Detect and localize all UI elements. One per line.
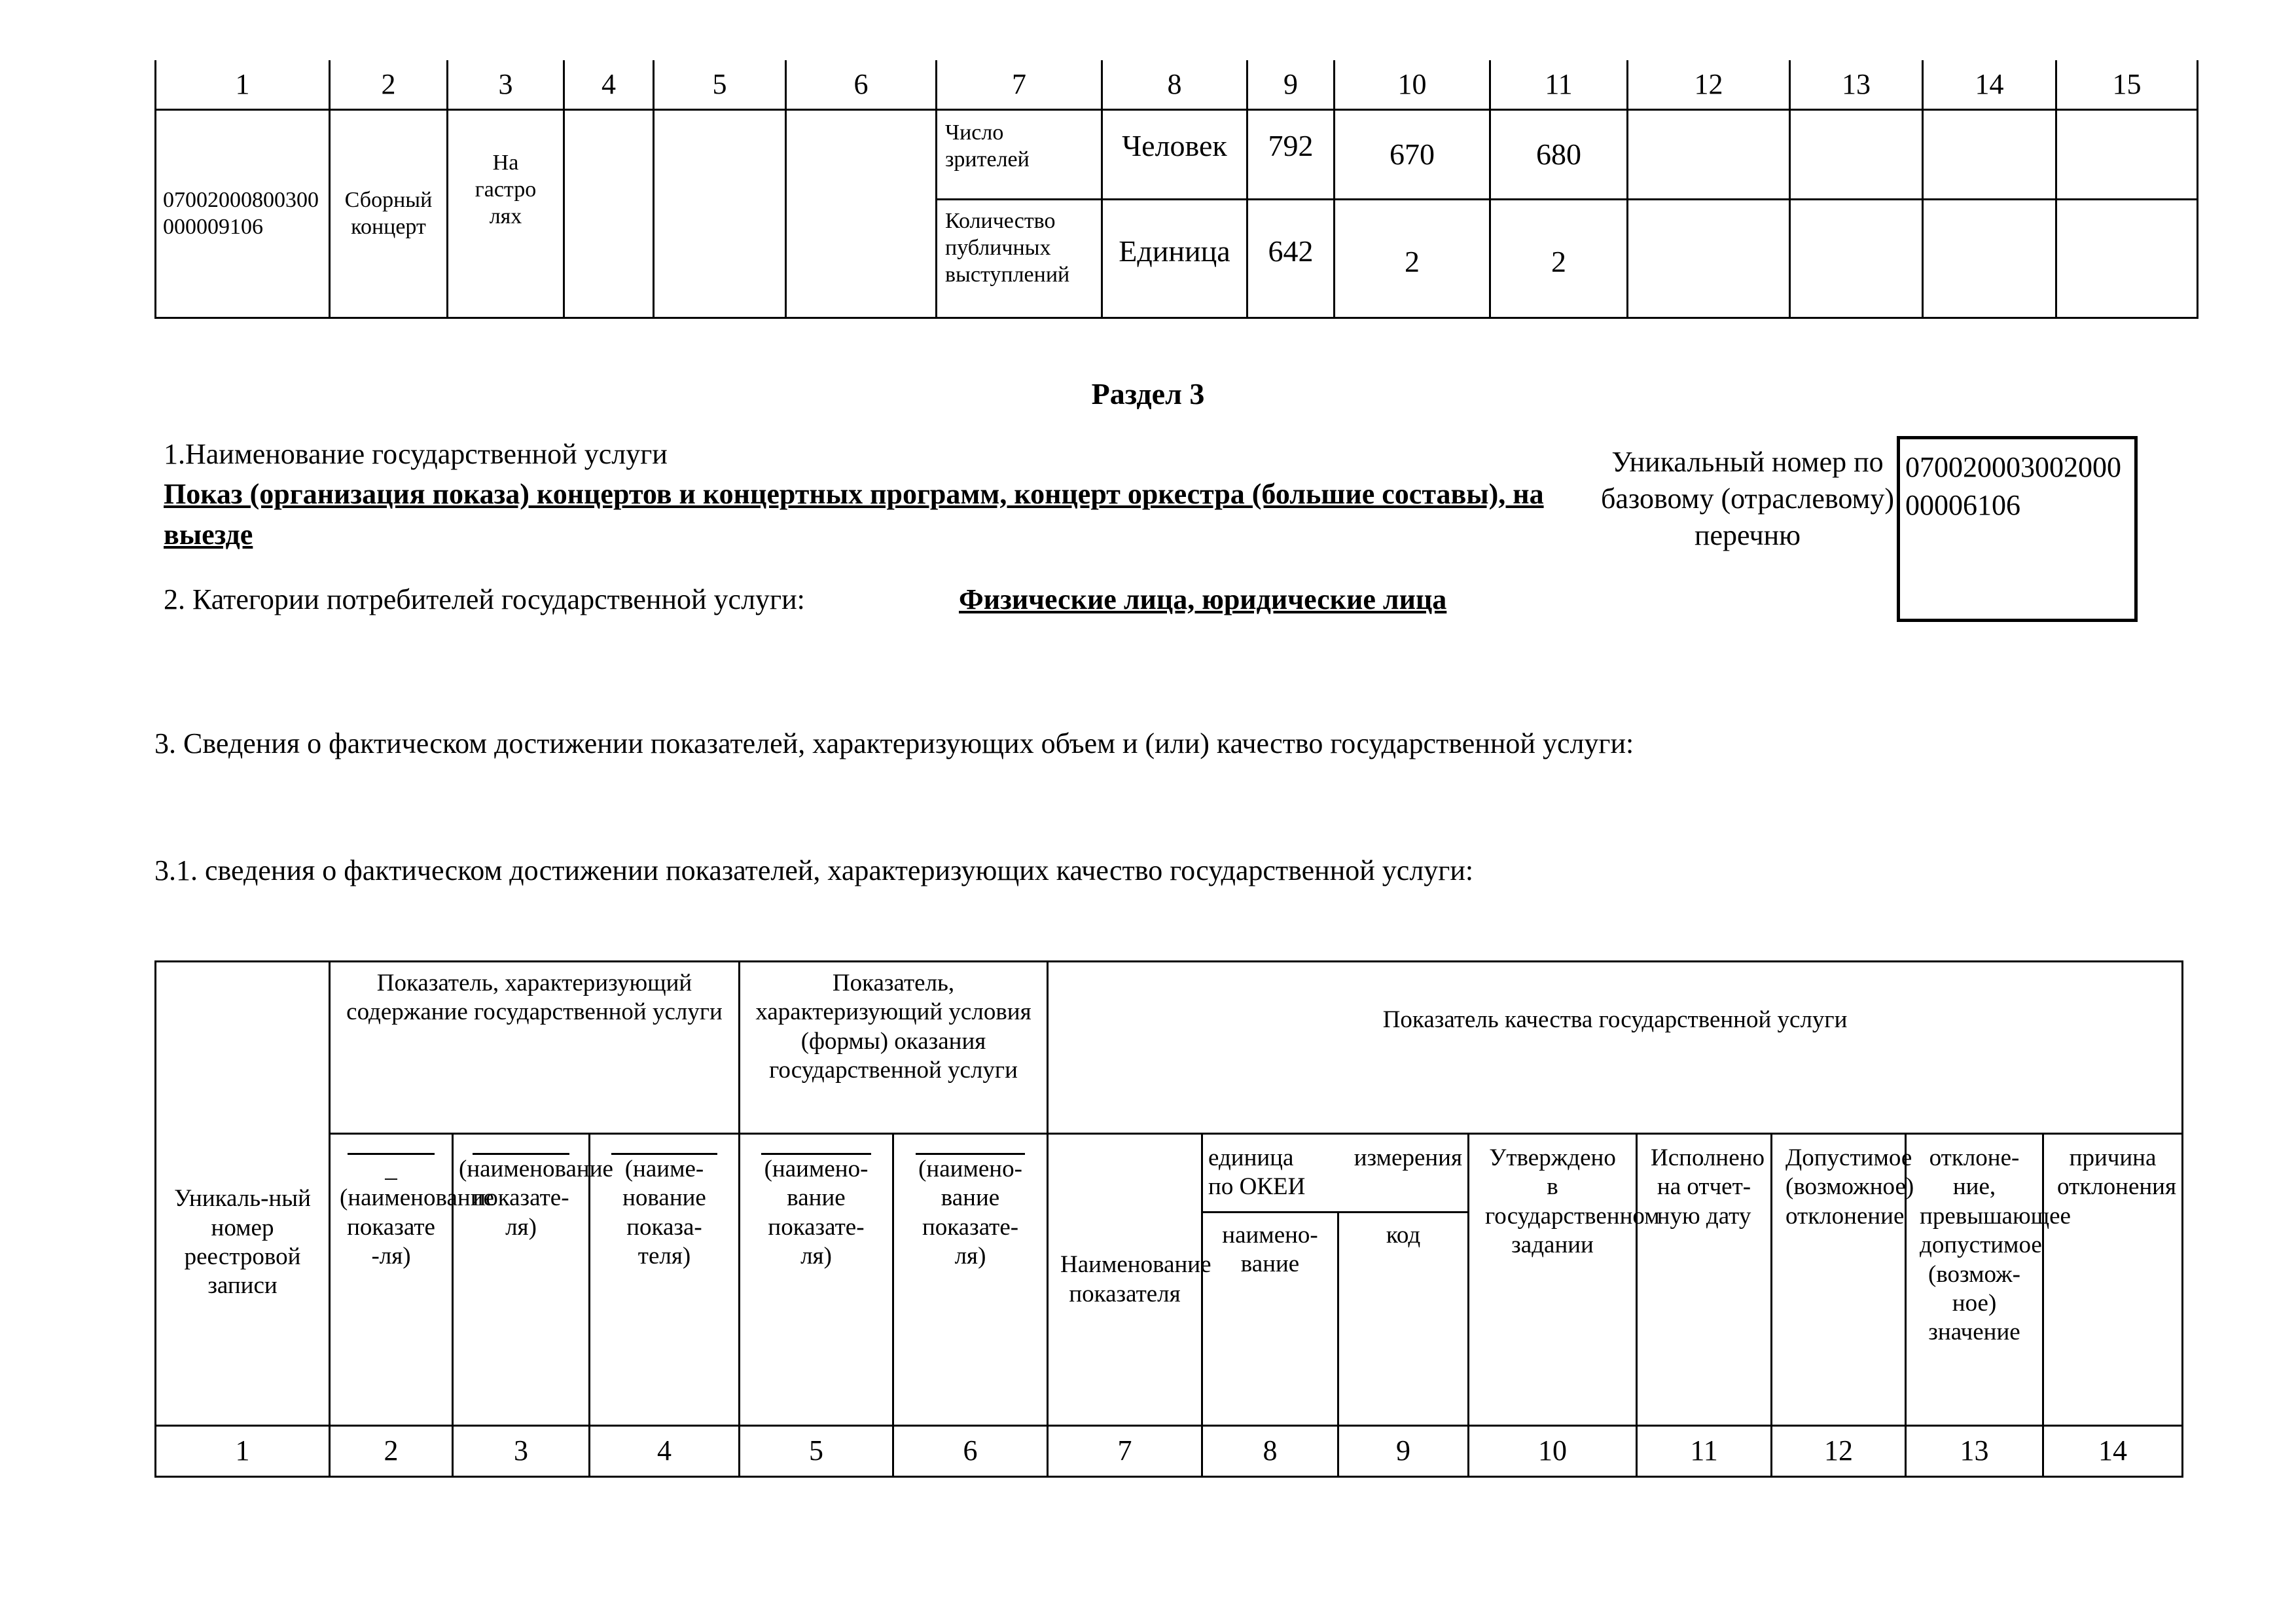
- empty-cell: [2056, 200, 2198, 318]
- header-row: [156, 962, 2183, 1134]
- col-number: 10: [1335, 60, 1490, 110]
- top-header-row: [156, 60, 2198, 110]
- approved-cell: 2: [1335, 200, 1490, 318]
- col-number: 13: [1790, 60, 1923, 110]
- col-number: 2: [330, 60, 448, 110]
- col-number: 8: [1102, 60, 1247, 110]
- consumers-value: Физические лица, юридические лица: [959, 583, 1447, 615]
- col-number: 5: [740, 1426, 893, 1477]
- header-content-indicator: Показатель, характеризующий содержание государственной услуги: [330, 962, 740, 1134]
- service-name: Показ (организация показа) концертов и концертных программ, концерт оркестра (большие составы), на выезде: [164, 478, 1544, 551]
- col-number: 9: [1247, 60, 1335, 110]
- col-number: 10: [1469, 1426, 1637, 1477]
- col-number: 12: [1628, 60, 1790, 110]
- col-number: 8: [1202, 1426, 1338, 1477]
- paragraph-3-1: 3.1. сведения о фактическом достижении показателей, характеризующих качество государственной услуги:: [154, 854, 1474, 886]
- top-table: [154, 60, 2198, 319]
- col-number: 6: [893, 1426, 1048, 1477]
- allowed-deviation-header: Допустимое (возможное) отклонение: [1772, 1134, 1906, 1426]
- col-number: 11: [1637, 1426, 1772, 1477]
- actual-cell: 680: [1490, 110, 1628, 200]
- quality-table: [154, 960, 2183, 1478]
- col-number: 9: [1338, 1426, 1469, 1477]
- empty-cell: [564, 110, 654, 318]
- empty-cell: [1790, 200, 1923, 318]
- approved-cell: 670: [1335, 110, 1490, 200]
- col-number: 11: [1490, 60, 1628, 110]
- code-cell: 792: [1247, 110, 1335, 200]
- column-numbers-row: [156, 1426, 2183, 1477]
- paragraph-3: 3. Сведения о фактическом достижении показателей, характеризующих объем и (или) качество государственной услуги:: [154, 727, 1634, 759]
- col-number: 6: [786, 60, 937, 110]
- header-quality-indicator: Показатель качества государственной услуги: [1048, 962, 2183, 1134]
- col-number: 3: [453, 1426, 590, 1477]
- unique-number-box: 07002000300200000006106: [1897, 436, 2138, 622]
- header-row: [156, 1134, 2183, 1213]
- subheader-2: _ (наименование показате -ля): [330, 1134, 453, 1426]
- indicator-name: Число зрителей: [937, 110, 1102, 200]
- subheader-4: (наиме- нование показа- теля): [590, 1134, 740, 1426]
- indicator-name-header: Наименование показателя: [1048, 1134, 1202, 1426]
- section-title: Раздел 3: [1091, 377, 1205, 410]
- col-number: 1: [156, 1426, 330, 1477]
- col-number: 12: [1772, 1426, 1906, 1477]
- unit-okei-word-3: по ОКЕИ: [1208, 1173, 1306, 1201]
- unit-okei-word-1: единица: [1208, 1144, 1294, 1171]
- empty-cell: [2056, 110, 2198, 200]
- col-number: 2: [330, 1426, 453, 1477]
- col-number: 15: [2056, 60, 2198, 110]
- col-number: 7: [937, 60, 1102, 110]
- indicator-name: Количество публичных выступлений: [937, 200, 1102, 318]
- col-number: 1: [156, 60, 330, 110]
- col-number: 14: [2043, 1426, 2183, 1477]
- approved-header: Утверждено в государственном задании: [1469, 1134, 1637, 1426]
- table-row: [156, 110, 2198, 200]
- unit-name-header: наимено- вание: [1202, 1213, 1338, 1426]
- deviation-reason-header: причина отклонения: [2043, 1134, 2183, 1426]
- exceeding-deviation-header: отклоне- ние, превышающее допустимое (возмож- ное) значение: [1906, 1134, 2043, 1426]
- empty-cell: [1923, 200, 2056, 318]
- empty-cell: [1628, 200, 1790, 318]
- subheader-6: (наимено- вание показате- ля): [893, 1134, 1048, 1426]
- unit-cell: Единица: [1102, 200, 1247, 318]
- unit-cell: Человек: [1102, 110, 1247, 200]
- actual-cell: 2: [1490, 200, 1628, 318]
- empty-cell: [786, 110, 937, 318]
- code-cell: 642: [1247, 200, 1335, 318]
- subheader-5: (наимено- вание показате- ля): [740, 1134, 893, 1426]
- empty-cell: [1923, 110, 2056, 200]
- col-number: 3: [448, 60, 564, 110]
- condition-cell: На гастро лях: [448, 110, 564, 318]
- record-number: 07002000800300000009106: [156, 110, 330, 318]
- actual-header: Исполнено на отчет- ную дату: [1637, 1134, 1772, 1426]
- content-cell: Сборный концерт: [330, 110, 448, 318]
- header-condition-indicator: Показатель, характеризующий условия (формы) оказания государственной услуги: [740, 962, 1048, 1134]
- service-label: 1.Наименование государственной услуги: [164, 438, 668, 470]
- unit-okei-word-2: измерения: [1354, 1144, 1463, 1171]
- col-number: 4: [590, 1426, 740, 1477]
- empty-cell: [654, 110, 786, 318]
- empty-cell: [1790, 110, 1923, 200]
- unit-code-header: код: [1338, 1213, 1469, 1426]
- unique-number-label: Уникальный номер по базовому (отраслевому) перечню: [1600, 446, 1895, 551]
- col-number: 14: [1923, 60, 2056, 110]
- unit-okei-header: [1202, 1134, 1469, 1213]
- header-unique-number: Уникаль-ный номер реестровой записи: [156, 962, 330, 1426]
- col-number: 7: [1048, 1426, 1202, 1477]
- subheader-3: (наименование показате- ля): [453, 1134, 590, 1426]
- col-number: 13: [1906, 1426, 2043, 1477]
- col-number: 4: [564, 60, 654, 110]
- col-number: 5: [654, 60, 786, 110]
- consumers-label: 2. Категории потребителей государственной услуги:: [164, 583, 805, 615]
- empty-cell: [1628, 110, 1790, 200]
